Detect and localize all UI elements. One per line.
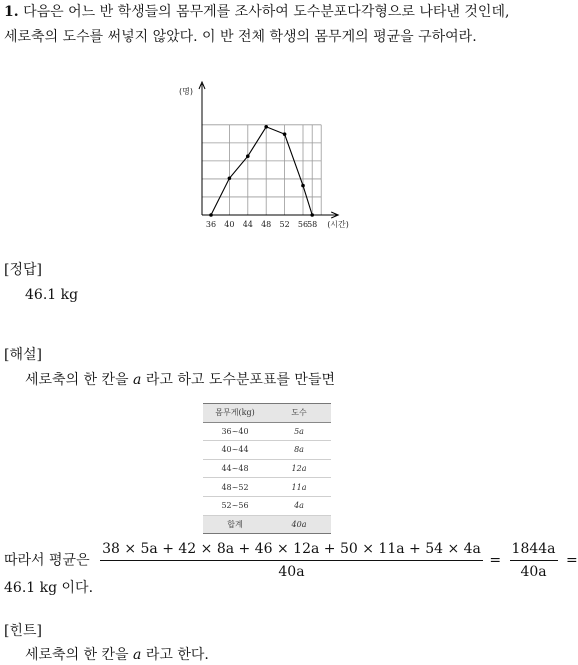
data-point <box>209 213 213 217</box>
formula-fraction-1-denominator: 40a <box>278 564 305 580</box>
table-header-count: 도수 <box>267 404 331 423</box>
frequency-table <box>203 403 331 534</box>
data-point <box>310 213 314 217</box>
formula-result: 46.1 kg 이다. <box>4 580 94 596</box>
hint-text-post: 라고 한다. <box>145 647 209 663</box>
x-tick-label: 44 <box>242 220 253 229</box>
formula-fraction-2-denominator: 40a <box>520 564 547 580</box>
x-tick-label: 36 <box>205 220 217 229</box>
series-line <box>211 127 312 215</box>
hint-text-pre: 세로축의 한 칸을 <box>25 647 129 663</box>
table-cell-count: 4a <box>267 496 331 515</box>
table-header-weight: 몸무게(kg) <box>203 404 267 423</box>
answer-label: [정답] <box>4 262 42 278</box>
data-point <box>228 176 232 180</box>
table-header-row <box>203 404 331 423</box>
formula-fraction-1 <box>100 541 483 580</box>
answer-value: 46.1 kg <box>25 287 79 303</box>
explanation-var: a <box>133 372 142 388</box>
formula-fraction-1-numerator: 38 × 5a + 42 × 8a + 46 × 12a + 50 × 11a + 54 × 4a <box>100 541 483 561</box>
frequency-polygon-chart <box>176 80 366 232</box>
x-tick-label: 40 <box>224 220 235 229</box>
formula-fraction-2 <box>510 541 558 580</box>
problem-number: 1. <box>4 4 19 20</box>
chart-labels <box>179 86 349 229</box>
mean-formula <box>4 541 578 580</box>
table-total-row <box>203 515 331 534</box>
table-cell-count: 11a <box>267 478 331 497</box>
data-point <box>301 184 305 188</box>
table-row <box>203 459 331 478</box>
data-point <box>283 132 287 136</box>
x-tick-label: 48 <box>261 220 272 229</box>
table-cell-count: 12a <box>267 459 331 478</box>
table-cell-range: 48~52 <box>203 478 267 497</box>
table-cell-count: 5a <box>267 422 331 441</box>
table-cell-range: 36~40 <box>203 422 267 441</box>
table-total-label: 합계 <box>203 515 267 534</box>
hint-text <box>25 645 209 665</box>
x-axis-label: (시간) <box>327 220 349 229</box>
formula-equals-2: = <box>565 552 578 569</box>
x-tick-label: 52 <box>279 220 290 229</box>
chart-series <box>209 125 314 217</box>
table-row <box>203 422 331 441</box>
formula-fraction-2-numerator: 1844a <box>510 541 558 561</box>
x-tick-label: 58 <box>307 220 318 229</box>
table-row <box>203 496 331 515</box>
table-row <box>203 441 331 460</box>
y-axis-label: (명) <box>179 87 193 96</box>
formula-equals-1: = <box>489 552 502 569</box>
chart-grid <box>202 125 321 215</box>
explanation-intro-post: 라고 하고 도수분포표를 만들면 <box>145 372 336 388</box>
explanation-label: [해설] <box>4 347 42 363</box>
data-point <box>246 154 250 158</box>
explanation-intro <box>25 370 335 390</box>
explanation-intro-pre: 세로축의 한 칸을 <box>25 372 129 388</box>
hint-label: [힌트] <box>4 623 42 639</box>
x-tick-label: 56 <box>297 220 309 229</box>
hint-var: a <box>133 647 142 663</box>
table-cell-range: 44~48 <box>203 459 267 478</box>
table-cell-range: 52~56 <box>203 496 267 515</box>
table-cell-range: 40~44 <box>203 441 267 460</box>
problem-text: 다음은 어느 반 학생들의 몸무게를 조사하여 도수분포다각형으로 나타낸 것인데, 세로축의 도수를 써넣지 않았다. 이 반 전체 학생의 몸무게의 평균을 구하여라. <box>4 4 510 45</box>
problem-statement <box>4 0 532 50</box>
table-row <box>203 478 331 497</box>
table-cell-count: 8a <box>267 441 331 460</box>
formula-prefix: 따라서 평균은 <box>4 552 90 569</box>
table-total-count: 40a <box>267 515 331 534</box>
data-point <box>264 125 268 129</box>
